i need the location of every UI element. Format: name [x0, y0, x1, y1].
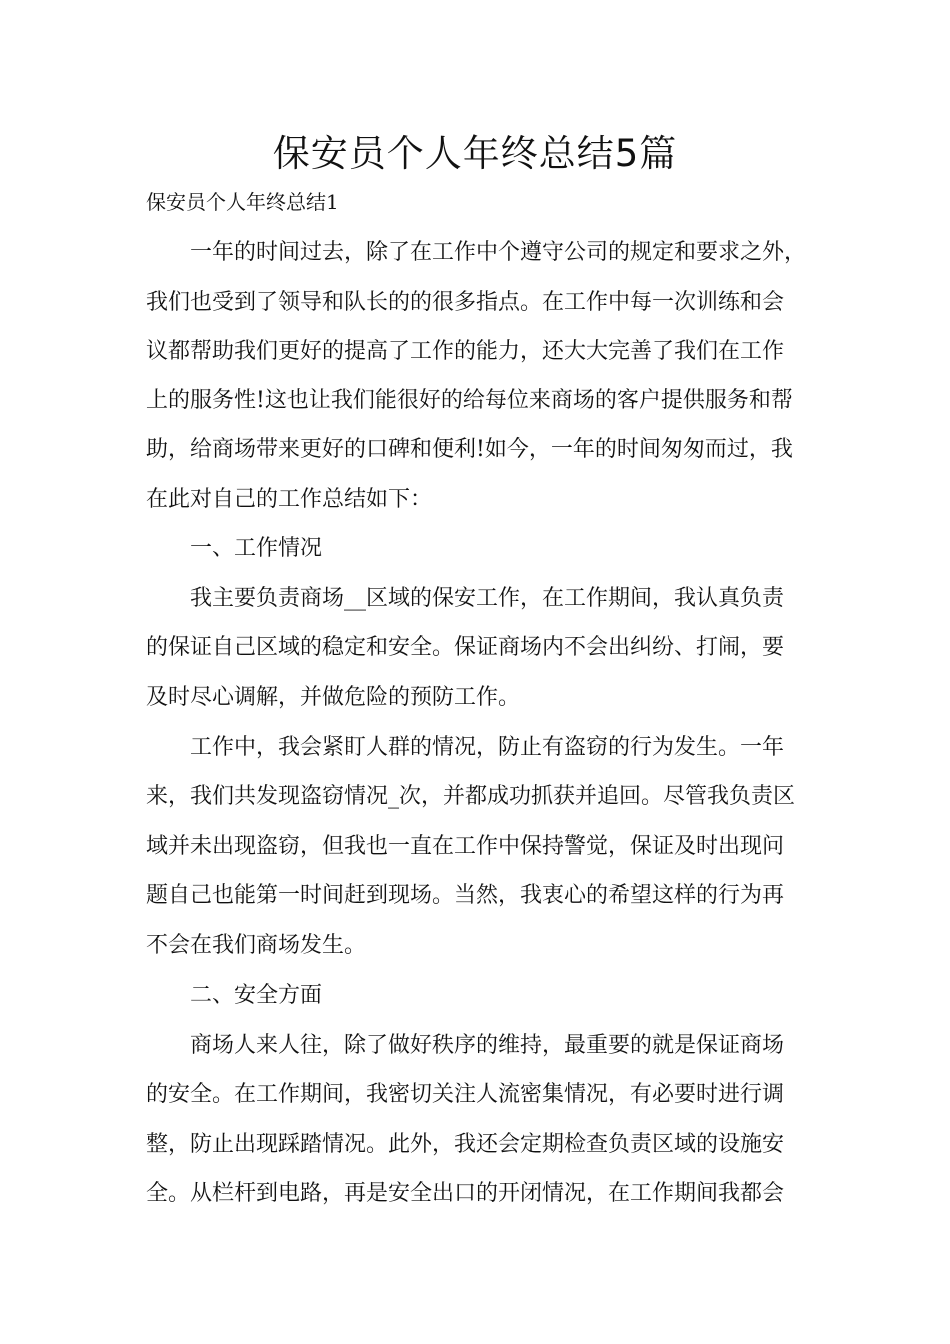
- paragraph-line: 我主要负责商场__区域的保安工作，在工作期间，我认真负责: [190, 586, 785, 611]
- paragraph-line: 在此对自己的工作总结如下：: [146, 487, 433, 512]
- paragraph-line: 的安全。在工作期间，我密切关注人流密集情况，有必要时进行调: [146, 1082, 785, 1107]
- section-heading: 一、工作情况: [190, 536, 323, 561]
- section-subtitle: 保安员个人年终总结1: [146, 190, 339, 214]
- document-title: 保安员个人年终总结5篇: [272, 132, 678, 175]
- paragraph-line: 不会在我们商场发生。: [146, 933, 367, 958]
- paragraph-line: 助，给商场带来更好的口碑和便利!如今，一年的时间匆匆而过，我: [146, 437, 793, 462]
- section-heading: 二、安全方面: [190, 983, 323, 1008]
- paragraph-line: 商场人来人往，除了做好秩序的维持，最重要的就是保证商场: [190, 1033, 785, 1058]
- paragraph-line: 整，防止出现踩踏情况。此外，我还会定期检查负责区域的设施安: [146, 1132, 785, 1157]
- paragraph-line: 议都帮助我们更好的提高了工作的能力，还大大完善了我们在工作: [146, 339, 785, 364]
- paragraph-line: 工作中，我会紧盯人群的情况，防止有盗窃的行为发生。一年: [190, 735, 785, 760]
- paragraph-line: 一年的时间过去，除了在工作中个遵守公司的规定和要求之外，: [190, 240, 807, 265]
- paragraph-line: 的保证自己区域的稳定和安全。保证商场内不会出纠纷、打闹，要: [146, 635, 785, 660]
- paragraph-line: 我们也受到了领导和队长的的很多指点。在工作中每一次训练和会: [146, 290, 785, 315]
- paragraph-line: 全。从栏杆到电路，再是安全出口的开闭情况，在工作期间我都会: [146, 1181, 785, 1206]
- paragraph-line: 来，我们共发现盗窃情况_次，并都成功抓获并追回。尽管我负责区: [146, 784, 796, 809]
- paragraph-line: 域并未出现盗窃，但我也一直在工作中保持警觉，保证及时出现问: [146, 834, 785, 859]
- paragraph-line: 题自己也能第一时间赶到现场。当然，我衷心的希望这样的行为再: [146, 883, 785, 908]
- paragraph-line: 上的服务性!这也让我们能很好的给每位来商场的客户提供服务和帮: [146, 388, 793, 413]
- paragraph-line: 及时尽心调解，并做危险的预防工作。: [146, 685, 521, 710]
